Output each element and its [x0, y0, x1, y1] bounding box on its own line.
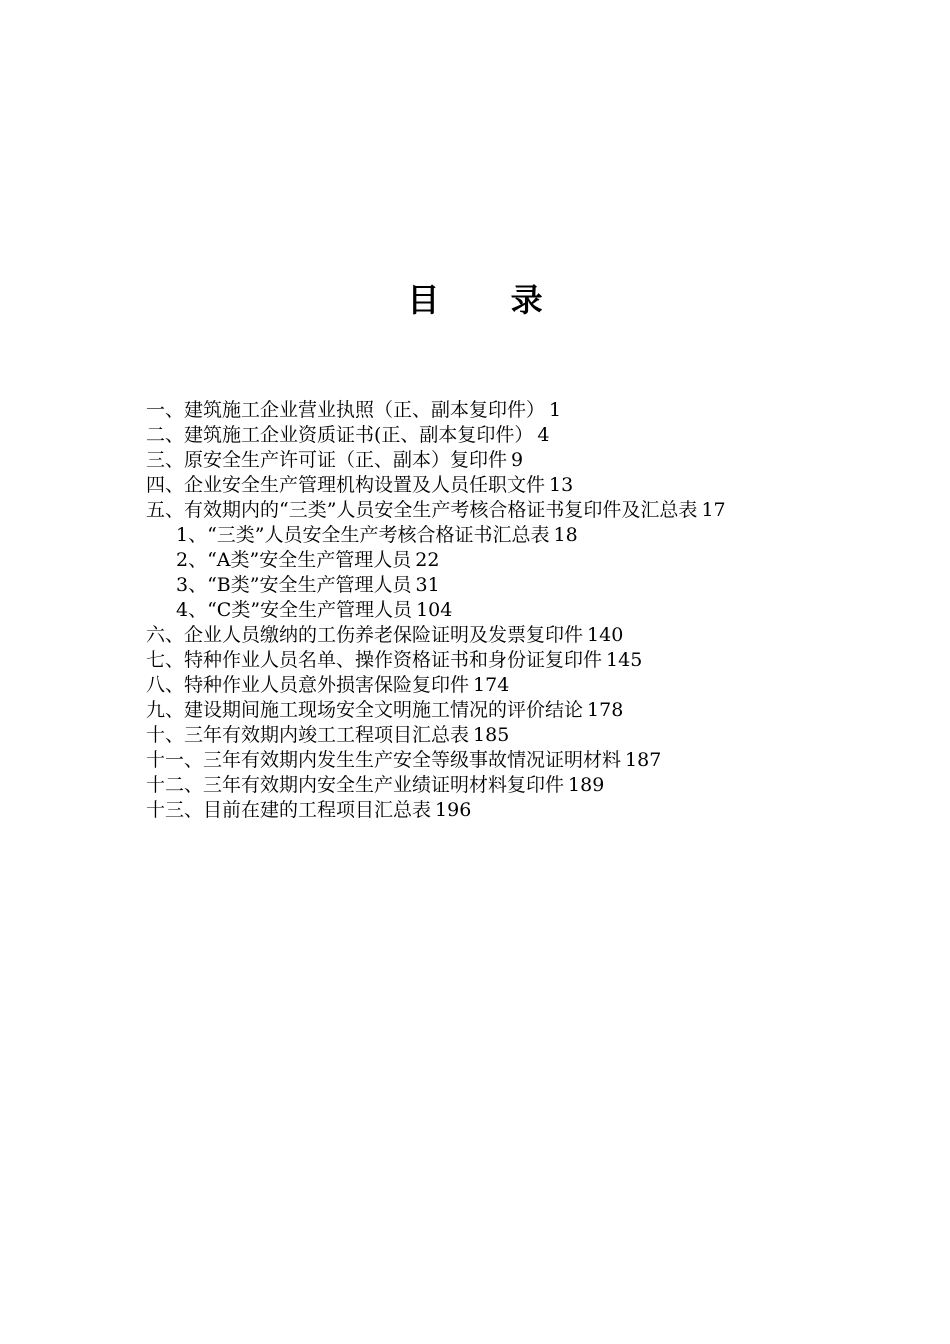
toc-item-text: 二、建筑施工企业资质证书(正、副本复印件）: [146, 424, 534, 446]
toc-item-page: 187: [625, 749, 662, 771]
toc-item-page: 22: [415, 549, 440, 571]
toc-item-page: 18: [553, 524, 578, 546]
page-title: 目 录: [407, 281, 573, 319]
toc-item-text: 十二、三年有效期内安全生产业绩证明材料复印件: [146, 774, 565, 796]
toc-item[interactable]: [146, 498, 816, 523]
toc-item-text: 六、企业人员缴纳的工伤养老保险证明及发票复印件: [146, 624, 584, 646]
toc-item[interactable]: [146, 448, 816, 473]
toc-item-text: 八、特种作业人员意外损害保险复印件: [146, 674, 470, 696]
toc-item[interactable]: [146, 648, 816, 673]
toc-item[interactable]: [146, 423, 816, 448]
toc-item-page: 185: [473, 724, 510, 746]
toc-item[interactable]: [146, 623, 816, 648]
toc-item-text: 十三、目前在建的工程项目汇总表: [146, 799, 432, 821]
toc-item-text: 一、建筑施工企业营业执照（正、副本复印件）: [146, 399, 546, 421]
toc-item[interactable]: [146, 723, 816, 748]
toc-item-page: 140: [587, 624, 624, 646]
toc-item-text: 3、“B类”安全生产管理人员: [176, 574, 412, 596]
toc-item[interactable]: [146, 673, 816, 698]
toc-item[interactable]: [146, 398, 816, 423]
toc-item-text: 三、原安全生产许可证（正、副本）复印件: [146, 449, 508, 471]
toc-item-page: 31: [415, 574, 440, 596]
toc-subitem[interactable]: [146, 598, 816, 623]
toc-item-text: 九、建设期间施工现场安全文明施工情况的评价结论: [146, 699, 584, 721]
table-of-contents: [146, 398, 816, 823]
toc-subitem[interactable]: [146, 523, 816, 548]
toc-item[interactable]: [146, 798, 816, 823]
toc-item-text: 2、“A类”安全生产管理人员: [176, 549, 412, 571]
toc-item-text: 五、有效期内的“三类”人员安全生产考核合格证书复印件及汇总表: [146, 499, 698, 521]
toc-item-page: 178: [587, 699, 624, 721]
toc-item-page: 196: [435, 799, 472, 821]
toc-item-page: 17: [701, 499, 726, 521]
toc-item[interactable]: [146, 773, 816, 798]
toc-subitem[interactable]: [146, 573, 816, 598]
toc-item-page: 13: [549, 474, 574, 496]
toc-item-page: 104: [416, 599, 453, 621]
toc-item-page: 189: [568, 774, 605, 796]
toc-item[interactable]: [146, 473, 816, 498]
toc-item-text: 四、企业安全生产管理机构设置及人员任职文件: [146, 474, 546, 496]
toc-item-text: 十一、三年有效期内发生生产安全等级事故情况证明材料: [146, 749, 622, 771]
toc-item-text: 十、三年有效期内竣工工程项目汇总表: [146, 724, 470, 746]
toc-item-page: 145: [606, 649, 643, 671]
toc-item-text: 七、特种作业人员名单、操作资格证书和身份证复印件: [146, 649, 603, 671]
toc-item[interactable]: [146, 748, 816, 773]
toc-item-text: 4、“C类”安全生产管理人员: [176, 599, 413, 621]
toc-subitem[interactable]: [146, 548, 816, 573]
toc-item-page: 1: [549, 399, 562, 421]
toc-item-page: 174: [473, 674, 510, 696]
toc-item[interactable]: [146, 698, 816, 723]
toc-item-page: 4: [537, 424, 550, 446]
toc-item-page: 9: [511, 449, 524, 471]
toc-item-text: 1、“三类”人员安全生产考核合格证书汇总表: [176, 524, 550, 546]
